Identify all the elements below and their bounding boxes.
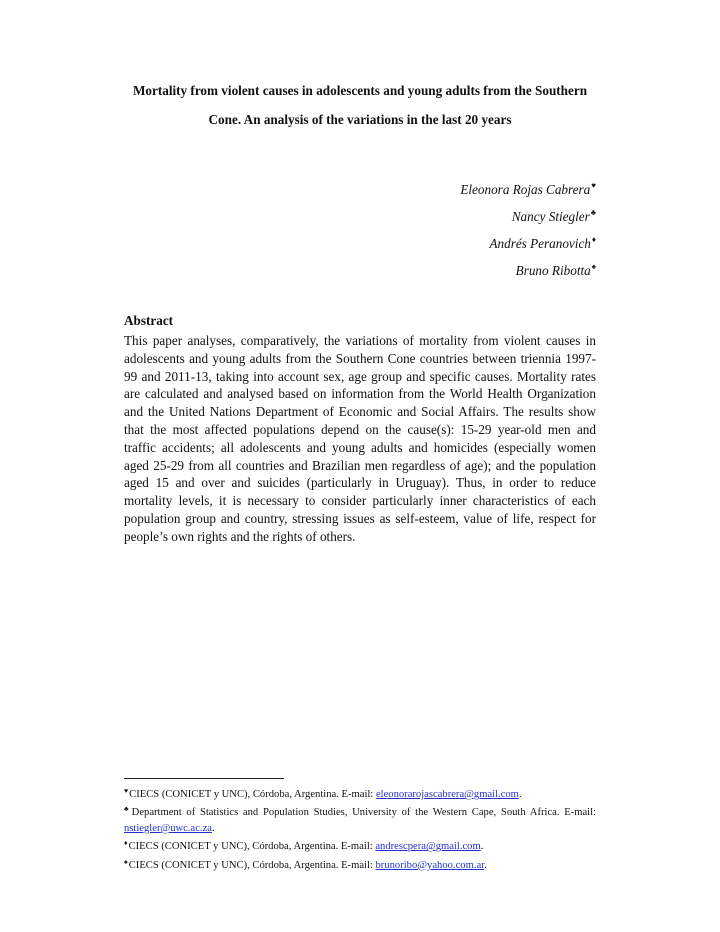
footnotes [124, 784, 596, 873]
abstract-line: This paper analyses, comparatively, the variations of mortality from violent causes in [124, 333, 596, 348]
footnote-mark: ♥ [124, 787, 129, 795]
footnote-1 [124, 784, 596, 802]
abstract-line: traffic accidents; all adolescents and young adults and homicides (especially women [124, 439, 596, 455]
abstract-line: mortality levels, it is necessary to consider particularly inner characteristics of each [124, 493, 596, 509]
abstract-line: and the United Nations Department of Economic and Social Affairs. The results show [124, 404, 596, 420]
author-mark: ♣ [590, 208, 596, 217]
paper-title [100, 76, 620, 134]
author-name: Nancy Stiegler [511, 209, 590, 224]
footnote-text: Department of Statistics and Population Studies, University of the Western Cape, South Africa. E-mail: [131, 807, 596, 819]
author-3 [460, 226, 596, 253]
abstract-line: aged 25-29 from all countries and Brazilian men regardless of age); and the population [124, 457, 596, 473]
abstract-line: aged 15 and over and suicides (particularly in Uruguay). Thus, in order to reduce [124, 475, 596, 491]
footnote-rule [124, 778, 284, 779]
abstract-line: people’s own rights and the rights of others. [124, 528, 356, 544]
author-mark: ♦ [591, 235, 596, 244]
footnote-2 [124, 802, 596, 836]
footnote-text: CIECS (CONICET y UNC), Córdoba, Argentina. E-mail: [129, 789, 376, 800]
author-list [460, 172, 596, 280]
footnote-mark: ♣ [124, 805, 131, 814]
footnote-4 [124, 855, 596, 873]
author-4 [460, 253, 596, 280]
email-link[interactable]: andrescpera@gmail.com [375, 841, 481, 853]
author-mark: ♠ [591, 262, 596, 271]
abstract-line: are calculated and analysed based on information from the World Health Organization [124, 386, 596, 402]
title-line-1: Mortality from violent causes in adolescents and young adults from the Southern [132, 83, 588, 98]
footnote-end: . [518, 789, 522, 800]
email-link[interactable]: nstiegler@uwc.ac.za [124, 822, 212, 834]
email-link[interactable]: eleonorarojascabrera@gmail.com [375, 789, 519, 800]
abstract-line: adolescents and young adults from the Southern Cone countries between triennia 1997- [124, 350, 596, 366]
author-name: Andrés Peranovich [489, 236, 591, 251]
abstract-body [124, 332, 596, 546]
abstract-heading: Abstract [124, 313, 174, 328]
footnote-end: . [484, 859, 487, 871]
email-link[interactable]: brunoribo@yahoo.com.ar [375, 859, 485, 871]
footnote-mark: ♠ [124, 857, 128, 866]
footnote-end: . [212, 822, 215, 834]
author-name: Eleonora Rojas Cabrera [460, 182, 591, 197]
footnote-mark: ♦ [124, 839, 128, 848]
footnote-text: CIECS (CONICET y UNC), Córdoba, Argentina. E-mail: [128, 859, 376, 871]
abstract-line: 99 and 2011-13, taking into account sex, age group and specific causes. Mortality rates [124, 368, 596, 384]
author-2 [460, 199, 596, 226]
abstract-line: population group and country, stressing issues as self-esteem, value of life, respect for [124, 510, 596, 526]
author-1 [460, 172, 596, 199]
footnote-3 [124, 836, 596, 854]
abstract-line: that the most affected populations depend on the cause(s): 15-29 year-old men and [124, 421, 596, 437]
author-mark: ♥ [591, 181, 596, 190]
footnote-text: CIECS (CONICET y UNC), Córdoba, Argentina. E-mail: [128, 841, 376, 853]
footnote-end: . [480, 841, 484, 853]
title-line-2: Cone. An analysis of the variations in the last 20 years [208, 112, 512, 127]
author-name: Bruno Ribotta [515, 263, 591, 278]
